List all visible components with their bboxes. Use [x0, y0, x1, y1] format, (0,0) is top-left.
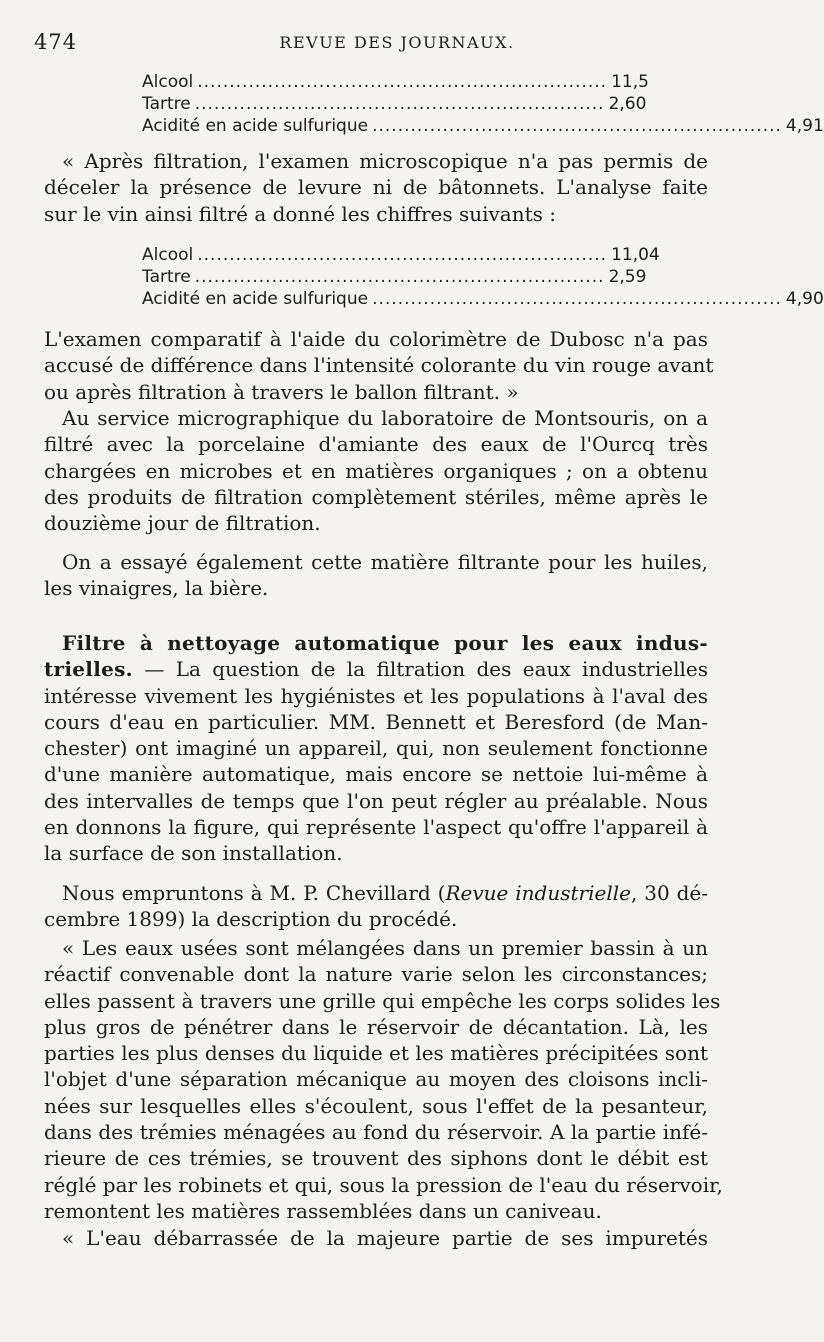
paragraph-filtration-result: « Après filtration, l'examen microscopique n'a pas permis de déceler la présence de levure ni de bâtonnets. L'analyse faite sur le vin ainsi filtré a donné les chiffres suivants : [44, 149, 708, 226]
table-row: Tartre ................................................................ 2,60 [142, 94, 647, 114]
paragraph-automatic-filter: Filtre à nettoyage automatique pour les eaux indus- trielles. — La question de la filtration des eaux industrielles intéresse vivement les hygiénistes et les populations à l'aval des cours d'eau en particulier. MM. Bennett et Beresford (de Man- chester) ont imaginé un appareil, qui, non seulement fonctionne d'une manière automatique, mais encore se nettoie lui-même à des intervalles de temps que l'on peut régler au préalable. Nous en donnons la figure, qui représente l'aspect qu'offre l'appareil à la surface de son installation. [44, 631, 708, 866]
analysis-table-after [142, 244, 824, 310]
page-number: 474 [34, 30, 78, 54]
paragraph-chevillard: Nous empruntons à M. P. Chevillard (Revue industrielle, 30 dé- cembre 1899) la description du procédé. [44, 881, 709, 932]
paragraph-wastewater: « Les eaux usées sont mélangées dans un premier bassin à un réactif convenable dont la nature varie selon les circonstances; elles passent à travers une grille qui empêche les corps solides les plus gros de pénétrer dans le réservoir de décantation. Là, les parties les plus denses du liquide et les matières précipitées sont l'objet d'une séparation mécanique au moyen des cloisons incli- nées sur lesquelles elles s'écoulent, sous l'effet de la pesanteur, dans des trémies ménagées au fond du réservoir. A la partie infé- rieure de ces trémies, se trouvent des siphons dont le débit est réglé par les robinets et qui, sous la pression de l'eau du réservoir, remontent les matières rassemblées dans un caniveau. [44, 936, 723, 1223]
table-row: Alcool ................................................................ 11,04 [142, 245, 660, 265]
table-row: Acidité en acide sulfurique ................................................................ 4,91 [142, 116, 824, 136]
journal-title: Revue industrielle [445, 881, 631, 905]
paragraph-colorimeter: L'examen comparatif à l'aide du colorimètre de Dubosc n'a pas accusé de différence dans l'intensité colorante du vin rouge avant ou après filtration à travers le ballon filtrant. » [44, 327, 714, 404]
page-header [34, 30, 760, 60]
running-title: REVUE DES JOURNAUX. [279, 33, 515, 52]
section-heading-end: trielles. [44, 657, 133, 682]
table-row: Tartre ................................................................ 2,59 [142, 267, 647, 287]
analysis-table-before [142, 71, 824, 137]
section-heading: Filtre à nettoyage automatique pour les eaux indus- [62, 631, 708, 655]
table-row: Alcool ................................................................ 11,5 [142, 72, 649, 92]
paragraph-oils: On a essayé également cette matière filtrante pour les huiles, les vinaigres, la bière. [44, 550, 708, 601]
table-row: Acidité en acide sulfurique ................................................................ 4,90 [142, 289, 824, 309]
paragraph-montsouris: Au service micrographique du laboratoire de Montsouris, on a filtré avec la porcelaine d'amiante des eaux de l'Ourcq très chargées en microbes et en matières organiques ; on a obtenu des produits de filtration complètement stériles, même après le douzième jour de filtration. [44, 406, 708, 536]
paragraph-clean-water: « L'eau débarrassée de la majeure partie de ses impuretés [62, 1226, 708, 1250]
